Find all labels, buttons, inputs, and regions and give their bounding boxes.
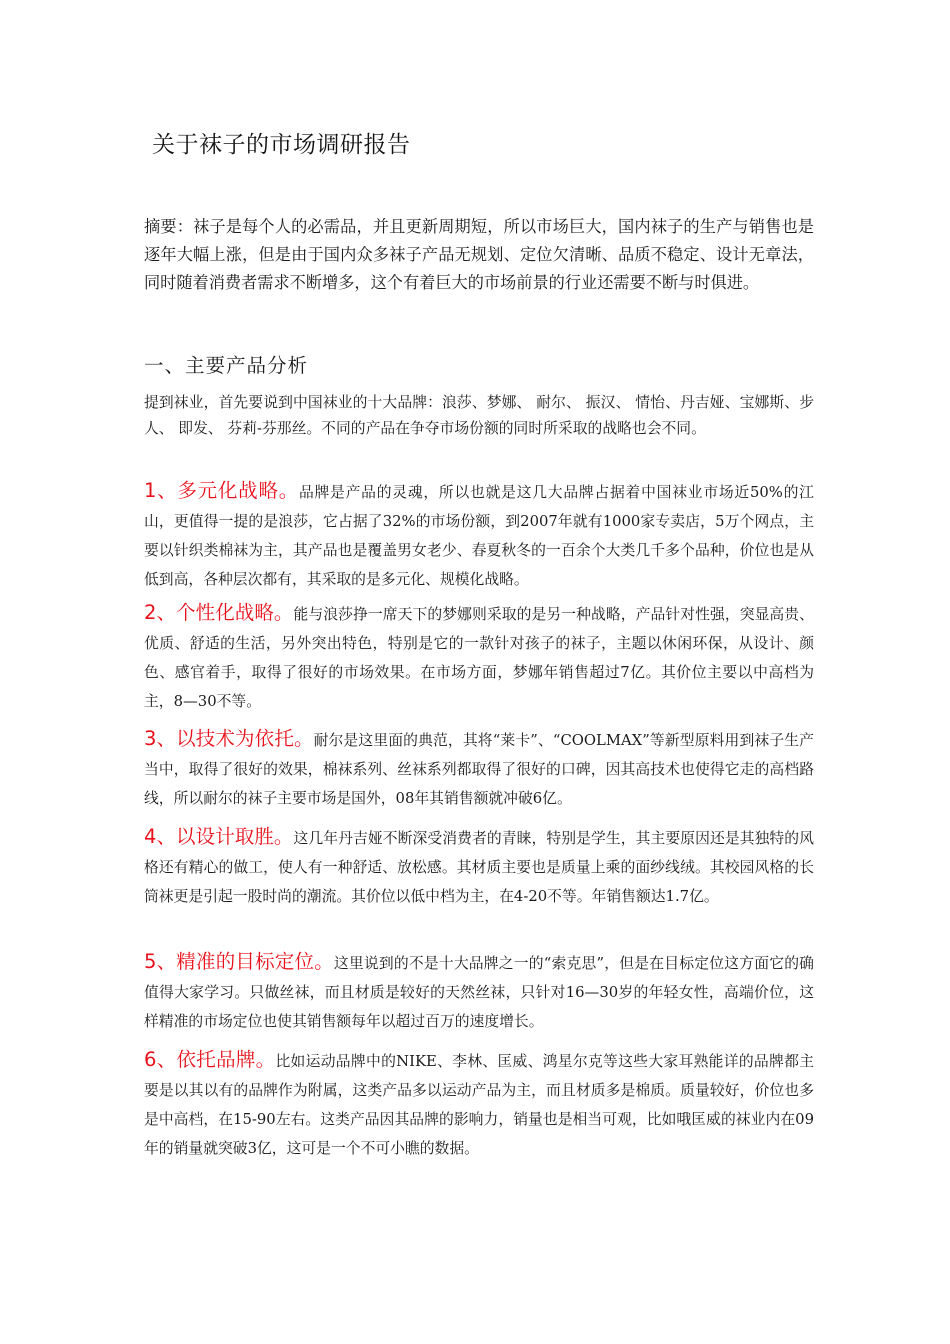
strategy-heading: 6、依托品牌。 bbox=[144, 1048, 276, 1071]
strategy-text: 这里说到的不是十大品牌之一的“索克思”，但是在目标定位这方面它的确值得大家学习。只做丝袜，而且材质是较好的天然丝袜，只针对16—30岁的年轻女性，高端价位，这样精准的市场定位也使其销售额每年以超过百万的速度增长。 bbox=[144, 955, 814, 1030]
strategy-item-design bbox=[144, 822, 814, 911]
strategy-text: 能与浪莎挣一席天下的梦娜则采取的是另一种战略，产品针对性强，突显高贵、优质、舒适的生活，另外突出特色，特别是它的一款针对孩子的袜子，主题以休闲环保，从设计、颜色、感官着手，取得了很好的市场效果。在市场方面，梦娜年销售超过7亿。其价位主要以中高档为主，8—30不等。 bbox=[144, 606, 814, 710]
strategy-item-brand-reliance bbox=[144, 1045, 814, 1163]
abstract-paragraph: 摘要：袜子是每个人的必需品，并且更新周期短，所以市场巨大，国内袜子的生产与销售也是逐年大幅上涨，但是由于国内众多袜子产品无规划、定位欠清晰、品质不稳定、设计无章法，同时随着消费者需求不断增多，这个有着巨大的市场前景的行业还需要不断与时俱进。 bbox=[144, 217, 814, 292]
document-title: 关于袜子的市场调研报告 bbox=[152, 132, 411, 158]
strategy-heading: 5、精准的目标定位。 bbox=[144, 950, 334, 973]
section-heading-main-products: 一、主要产品分析 bbox=[144, 354, 309, 377]
strategy-heading: 3、以技术为依托。 bbox=[144, 727, 314, 750]
strategy-text: 比如运动品牌中的NIKE、李林、匡威、鸿星尔克等这些大家耳熟能详的品牌都主要是以其以有的品牌作为附属，这类产品多以运动产品为主，而且材质多是棉质。质量较好，价位也多是中高档，在15-90左右。这类产品因其品牌的影响力，销量也是相当可观，比如哦匡威的袜业内在09年的销量就突破3亿，这可是一个不可小瞧的数据。 bbox=[144, 1053, 814, 1157]
strategy-item-target-positioning bbox=[144, 947, 814, 1036]
strategy-item-personalization bbox=[144, 598, 814, 716]
strategy-text: 这几年丹吉娅不断深受消费者的青睐，特别是学生，其主要原因还是其独特的风格还有精心的做工，使人有一种舒适、放松感。其材质主要也是质量上乘的面纱线绒。其校园风格的长筒袜更是引起一股时尚的潮流。其价位以低中档为主，在4-20不等。年销售额达1.7亿。 bbox=[144, 830, 814, 905]
strategy-text: 耐尔是这里面的典范，其将“莱卡”、“COOLMAX”等新型原料用到袜子生产当中，取得了很好的效果，棉袜系列、丝袜系列都取得了很好的口碑，因其高技术也使得它走的高档路线，所以耐尔的袜子主要市场是国外，08年其销售额就冲破6亿。 bbox=[144, 732, 814, 807]
strategy-heading: 4、以设计取胜。 bbox=[144, 825, 294, 848]
section-intro-paragraph: 提到袜业，首先要说到中国袜业的十大品牌：浪莎、梦娜、 耐尔、 振汉、 情怡、丹吉娅、宝娜斯、步人、 即发、 芬莉-芬那丝。不同的产品在争夺市场份额的同时所采取的战略也会不同。 bbox=[144, 394, 814, 437]
strategy-item-diversification bbox=[144, 476, 814, 594]
strategy-heading: 1、多元化战略。 bbox=[144, 479, 299, 502]
strategy-text: 品牌是产品的灵魂，所以也就是这几大品牌占据着中国袜业市场近50%的江山，更值得一提的是浪莎，它占据了32%的市场份额，到2007年就有1000家专卖店，5万个网点，主要以针织类棉袜为主，其产品也是覆盖男女老少、春夏秋冬的一百余个大类几千多个品种，价位也是从低到高，各种层次都有，其采取的是多元化、规模化战略。 bbox=[144, 484, 814, 588]
strategy-item-technology bbox=[144, 724, 814, 813]
strategy-heading: 2、个性化战略。 bbox=[144, 601, 294, 624]
